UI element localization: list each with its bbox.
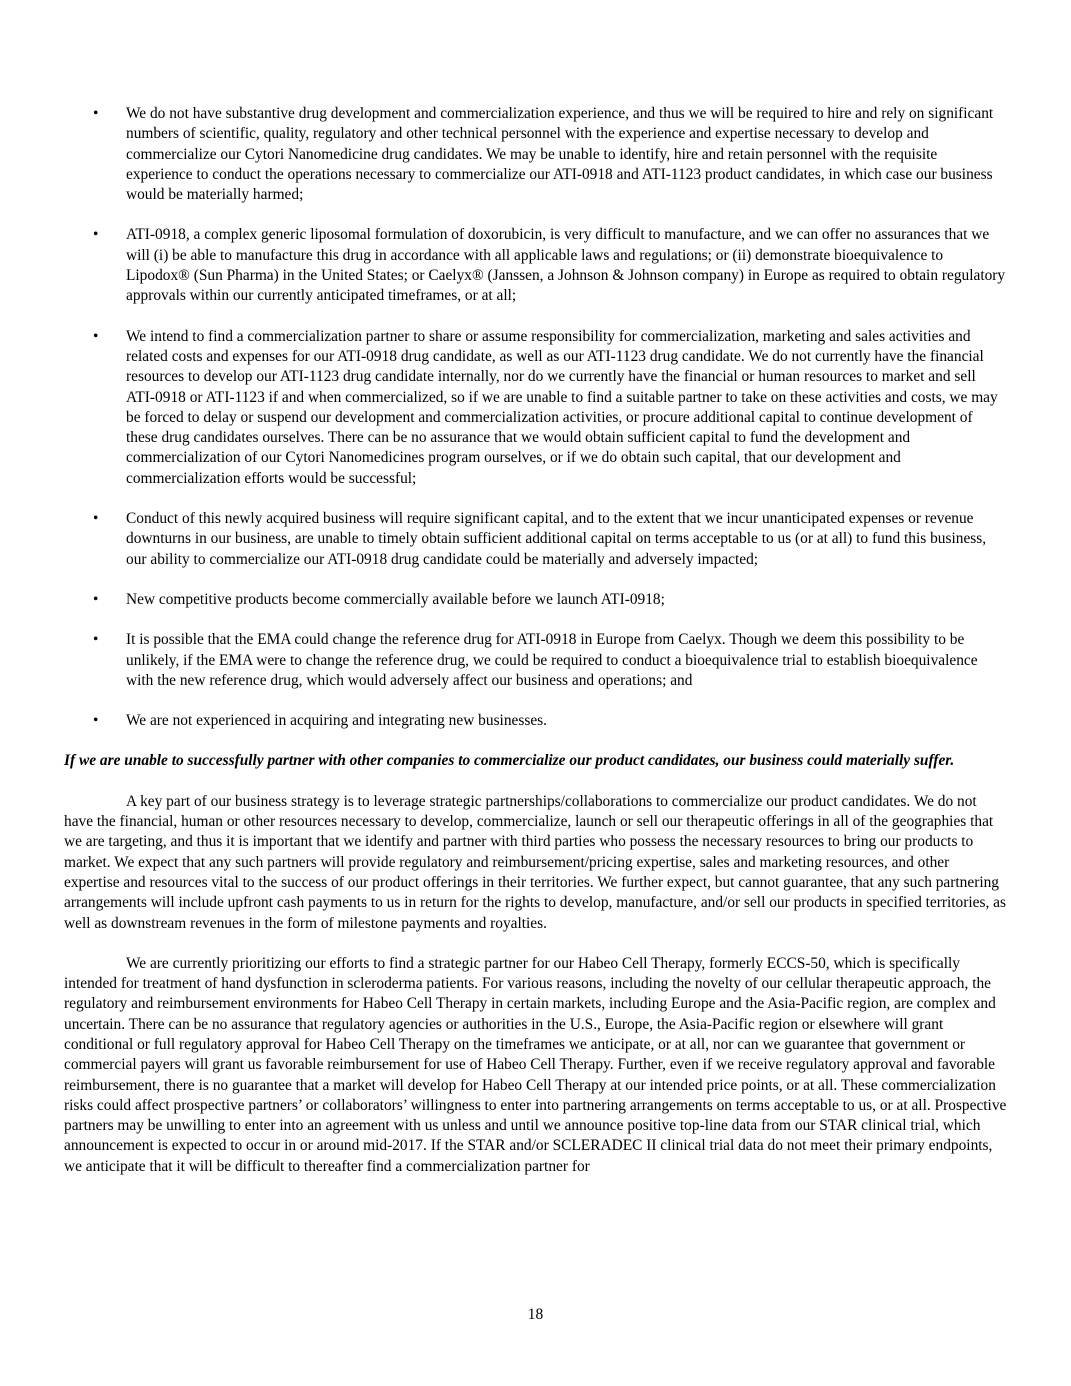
bullet-marker: • (93, 712, 99, 730)
body-paragraph: We are currently prioritizing our efforts to find a strategic partner for our Habeo Cell Therapy, formerly ECCS-50, which is specifically intended for treatment of hand dysfunction in scleroderma patients. For various reasons, including the novelty of our cellular therapeutic approach, the regulatory and reimbursement environments for Habeo Cell Therapy in certain markets, including Europe and the Asia-Pacific region, are complex and uncertain. There can be no assurance that regulatory agencies or authorities in the U.S., Europe, the Asia-Pacific region or elsewhere will grant conditional or full regulatory approval for Habeo Cell Therapy on the timeframes we anticipate, or at all, nor can we guarantee that government or commercial payers will grant us favorable reimbursement for use of Habeo Cell Therapy. Further, even if we receive regulatory approval and favorable reimbursement, there is no guarantee that a market will develop for Habeo Cell Therapy at our intended price points, or at all. These commercialization risks could affect prospective partners’ or collaborators’ willingness to enter into partnering arrangements on terms acceptable to us, or at all. Prospective partners may be unwilling to enter into an agreement with us unless and until we announce positive top-line data from our STAR clinical trial, which announcement is expected to occur in or around mid-2017. If the STAR and/or SCLERADEC II clinical trial data do not meet their primary endpoints, we anticipate that it will be difficult to thereafter find a commercialization partner for (64, 954, 1007, 1175)
bullet-marker: • (93, 510, 99, 528)
bullet-text: New competitive products become commercially available before we launch ATI-0918; (126, 590, 665, 608)
bullet-text: We intend to find a commercialization partner to share or assume responsibility for commercialization, marketing and sales activities and related costs and expenses for our ATI-0918 drug candidate, as well as our ATI-1123 drug candidate. We do not currently have the financial resources to develop our ATI-1123 drug candidate internally, nor do we currently have the financial or human resources to market and sell ATI-0918 or ATI-1123 if and when commercialized, so if we are unable to find a suitable partner to take on these activities and costs, we may be forced to delay or suspend our development and commercialization activities, or procure additional capital to continue development of these drug candidates ourselves. There can be no assurance that we would obtain sufficient capital to fund the development and commercialization of our Cytori Nanomedicines program ourselves, or if we do obtain such capital, that our development and commercialization efforts would be successful; (126, 327, 998, 487)
risk-bullet-item (64, 630, 1007, 691)
risk-bullet-item (64, 327, 1007, 489)
bullet-text: Conduct of this newly acquired business will require significant capital, and to the extent that we incur unanticipated expenses or revenue downturns in our business, are unable to timely obtain sufficient additional capital on terms acceptable to us (or at all) to fund this business, our ability to commercialize our ATI-0918 drug candidate could be materially and adversely impacted; (126, 510, 987, 568)
bullet-marker: • (93, 105, 99, 122)
bullet-text: ATI-0918, a complex generic liposomal formulation of doxorubicin, is very difficult to manufacture, and we can offer no assurances that we will (i) be able to manufacture this drug in accordance with all applicable laws and regulations; or (ii) demonstrate bioequivalence to Lipodox® (Sun Pharma) in the United States; or Caelyx® (Janssen, a Johnson & Johnson company) in Europe as required to obtain regulatory approvals within our currently anticipated timeframes, or at all; (126, 226, 1006, 305)
body-paragraph: A key part of our business strategy is to leverage strategic partnerships/collaborations to commercialize our product candidates. We do not have the financial, human or other resources necessary to develop, commercialize, launch or sell our therapeutic offerings in all of the geographies that we are targeting, and thus it is important that we identify and partner with third parties who possess the necessary resources to bring our products to market. We expect that any such partners will provide regulatory and reimbursement/pricing expertise, sales and marketing resources, and other expertise and resources vital to the success of our product offerings in their territories. We further expect, but cannot guarantee, that any such partnering arrangements will include upfront cash payments to us in return for the rights to develop, manufacture, and/or sell our products in specified territories, as well as downstream revenues in the form of milestone payments and royalties. (64, 792, 1006, 932)
risk-bullet-item (64, 711, 1007, 731)
risk-factor-heading: If we are unable to successfully partner with other companies to commercialize our product candidates, our business could materially suffer. (64, 752, 955, 770)
bullet-text: We do not have substantive drug development and commercialization experience, and thus we will be required to hire and rely on significant numbers of scientific, quality, regulatory and other technical personnel with the experience and expertise necessary to develop and commercialize our Cytori Nanomedicine drug candidates. We may be unable to identify, hire and retain personnel with the requisite experience to conduct the operations necessary to commercialize our ATI-0918 and ATI-1123 product candidates, in which case our business would be materially harmed; (126, 105, 994, 204)
bullet-marker: • (93, 226, 99, 244)
bullet-text: We are not experienced in acquiring and integrating new businesses. (126, 712, 548, 730)
bullet-marker: • (93, 590, 99, 608)
page-number: 18 (527, 1306, 544, 1323)
bullet-marker: • (93, 631, 99, 649)
risk-bullet-item (64, 509, 1007, 570)
document-page (64, 104, 1007, 1197)
risk-bullet-item (64, 225, 1007, 306)
risk-bullet-item (64, 104, 1007, 205)
bullet-marker: • (93, 327, 99, 345)
bullet-text: It is possible that the EMA could change the reference drug for ATI-0918 in Europe from Caelyx. Though we deem this possibility to be unlikely, if the EMA were to change the reference drug, we could be required to conduct a bioequivalence trial to establish bioequivalence with the new reference drug, which would adversely affect our business and operations; and (126, 631, 978, 689)
risk-bullet-item (64, 590, 1007, 610)
